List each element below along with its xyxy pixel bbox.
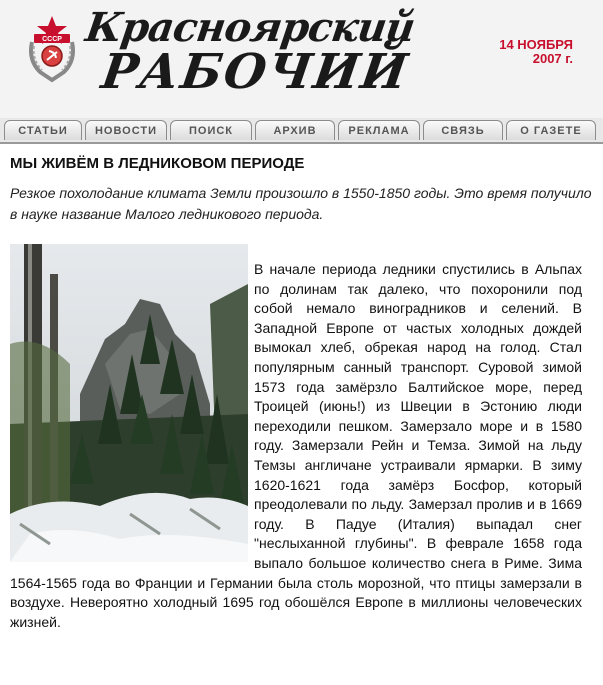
article-body-text: В начале периода ледники спустились в Альпах по долинам так далеко, что похоронили под собой немало виноградников и селений. В Западной Европе от частых холодных дождей вымокал хлеб, обрекая народ на голод. Стал популярным санный транспорт. Суровой зимой 1573 года замёрзло Балтийское море, перед Троицей (июнь!) из Швеции в Эстонию люди переходили пешком. Замерзало море и в 1580 году. Замерзали Рейн и Темза. Зимой на льду Темзы англичане устраивали ярмарки. В зиму 1620-1621 года замёрз Босфор, который преодолевали по льду. Замерзал пролив и в 1669 году. В Падуе (Италия) выпадал снег "неслыханной глубины". В феврале 1658 года выпало большое количество снега в Риме. Зима 1564-1565 года во Франции и Германии была столь морозной, что птицы замерзали в воздухе. Невероятно холодный 1695 год обошёлся Европе в миллионы человеческих жизней. [10,261,582,630]
issue-date [499,38,573,66]
photo-spacer [10,260,254,568]
tab-articles[interactable]: СТАТЬИ [4,120,82,140]
soviet-emblem-logo [22,12,82,84]
tab-search[interactable]: ПОИСК [170,120,252,140]
logo-line-2: РАБОЧИЙ [98,44,413,100]
article-title: МЫ ЖИВЁМ В ЛЕДНИКОВОМ ПЕРИОДЕ [10,155,305,172]
date-year: 2007 г. [532,51,573,66]
newspaper-logo[interactable] [82,4,418,100]
tab-about[interactable]: О ГАЗЕТЕ [506,120,596,140]
logo-line-1: Красноярский [82,4,418,51]
article-lead: Резкое похолодание климата Земли произошло в 1550-1850 годы. Это время получило в науке название Малого ледникового периода. [10,185,592,222]
tab-archive[interactable]: АРХИВ [255,120,335,140]
site-header [0,0,603,118]
emblem-label: СССР [42,36,62,43]
tab-news[interactable]: НОВОСТИ [85,120,167,140]
article-body [10,260,582,632]
date-day-month: 14 НОЯБРЯ [499,37,573,52]
tab-contact[interactable]: СВЯЗЬ [423,120,503,140]
main-navigation [0,118,603,144]
tab-advertising[interactable]: РЕКЛАМА [338,120,420,140]
